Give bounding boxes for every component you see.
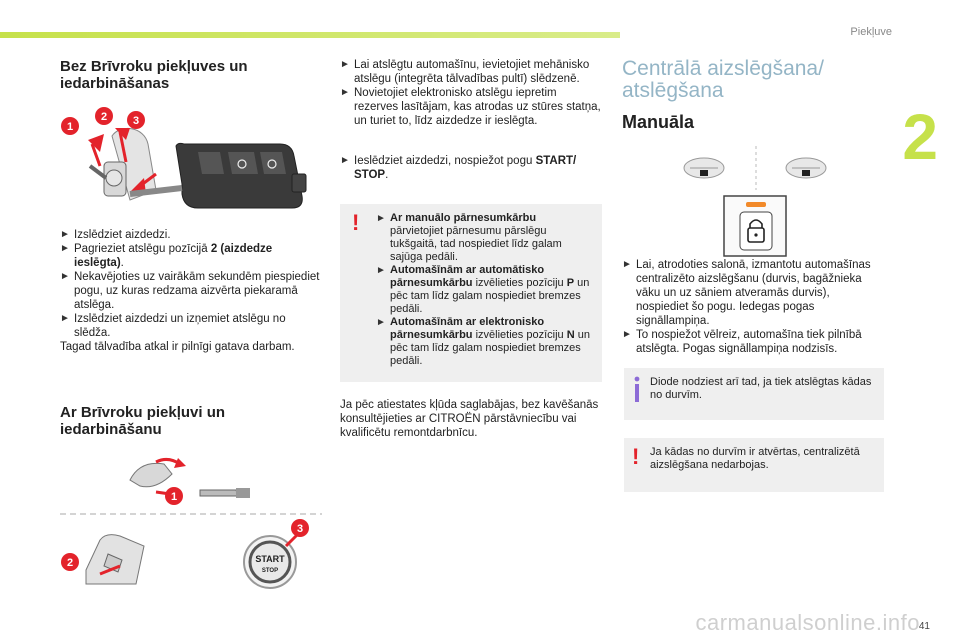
list-item: ► Ieslēdziet aizdedzi, nospiežot pogu START/ STOP. (340, 155, 577, 181)
start-button-label: START (255, 554, 285, 564)
stop-button-label: STOP (261, 568, 279, 574)
list-item: ► Lai, atrodoties salonā, izmantotu automašīnas centralizēto aizslēgšanu (durvis, bagāžnieka vāku un uz sāniem atveramās durvis), nospiediet šo pogu. Iedegas pogas signāllampiņa. (622, 259, 871, 327)
steps-list-without-handsfree (60, 228, 322, 354)
svg-text:3: 3 (132, 115, 140, 127)
svg-text:1: 1 (170, 491, 178, 503)
svg-text:1: 1 (66, 121, 74, 133)
dealer-advice-text: Ja pēc atiestates kļūda saglabājas, bez kavēšanās konsultējieties ar CITROËN pārstāvniecību vai kvalificētu remontdarbnīcu. (340, 399, 599, 439)
key-ignition-illustration (60, 104, 322, 214)
list-item: ► To nospiežot vēlreiz, automašīna tiek pilnībā atslēgta. Pogas signāllampiņa nodzisīs. (622, 329, 862, 355)
list-item: ► Izslēdziet aizdedzi. (60, 229, 171, 241)
arrow-bullet-icon: ► (60, 313, 70, 324)
list-item: ► Novietojiet elektronisko atslēgu iepretim rezerves lasītājam, kas atrodas uz stūres statņa, un turiet to, līdz aizdedze ir ieslēgta. (340, 87, 601, 127)
svg-text:2: 2 (100, 111, 108, 123)
svg-text:2: 2 (66, 557, 74, 569)
arrow-bullet-icon: ► (376, 213, 386, 224)
watermark: carmanualsonline.info (695, 610, 920, 635)
info-icon (634, 376, 640, 402)
section-title-with-handsfree: Ar Brīvroku piekļuvi un iedarbināšanu (60, 404, 226, 438)
arrow-bullet-icon: ► (60, 229, 70, 240)
arrow-bullet-icon: ► (376, 317, 386, 328)
arrow-bullet-icon: ► (622, 329, 632, 340)
gearbox-warning-box (340, 204, 602, 382)
list-item: ► Nekavējoties uz vairākām sekundēm piespiediet pogu, uz kuras redzama aizvērta piekaramā atslēga. (60, 271, 320, 311)
page-number: 41 (918, 621, 930, 632)
section-title-without-handsfree: Bez Brīvroku piekļuves un iedarbināšanas (60, 58, 248, 92)
steps-list-mechanical-key (340, 58, 602, 128)
section-label: Piekļuve (850, 26, 892, 38)
arrow-bullet-icon: ► (376, 265, 386, 276)
central-locking-button-illustration (670, 146, 840, 258)
list-item: ► Automašīnām ar elektronisko pārnesumkārbu izvēlieties pozīciju N un pēc tam līdz galam nospiediet bremzes pedāli. (376, 316, 590, 367)
exclamation-icon: ! (352, 210, 360, 235)
step-ignition (340, 154, 602, 182)
manual-subtitle: Manuāla (622, 112, 695, 132)
arrow-bullet-icon: ► (340, 155, 350, 166)
list-item: ► Izslēdziet aizdedzi un izņemiet atslēgu no slēdža. (60, 313, 286, 339)
diode-info-box: Diode nodziest arī tad, ja tiek atslēgtas kādas no durvīm. (624, 368, 884, 420)
top-accent-bar (0, 32, 620, 38)
svg-text:3: 3 (296, 523, 304, 535)
list-item: ► Automašīnām ar automātisko pārnesumkārbu izvēlieties pozīciju P un pēc tam līdz galam nospiediet bremzes pedāli. (376, 264, 590, 315)
doors-open-warning-box: ! Ja kādas no durvīm ir atvērtas, centralizētā aizslēgšana nedarbojas. (624, 438, 884, 492)
central-locking-steps (622, 258, 884, 356)
central-locking-title: Centrālā aizslēgšana/ atslēgšana (622, 57, 824, 102)
arrow-bullet-icon: ► (60, 243, 70, 254)
chapter-number: 2 (902, 101, 938, 173)
handsfree-start-illustration (60, 450, 322, 590)
arrow-bullet-icon: ► (622, 259, 632, 270)
arrow-bullet-icon: ► (340, 87, 350, 98)
exclamation-icon: ! (632, 444, 640, 469)
arrow-bullet-icon: ► (340, 59, 350, 70)
arrow-bullet-icon: ► (60, 271, 70, 282)
list-item: ► Pagrieziet atslēgu pozīcijā 2 (aizdedze ieslēgta). (60, 243, 273, 269)
ready-note: Tagad tālvadība atkal ir pilnīgi gatava darbam. (60, 341, 295, 353)
list-item: ► Lai atslēgtu automašīnu, ievietojiet mehānisko atslēgu (integrēta tālvadības pultī) slēdzenē. (340, 59, 590, 85)
list-item: ► Ar manuālo pārnesumkārbu pārvietojiet pārnesumu pārslēgu tukšgaitā, tad nospiediet līdz galam sajūga pedāli. (376, 212, 562, 263)
